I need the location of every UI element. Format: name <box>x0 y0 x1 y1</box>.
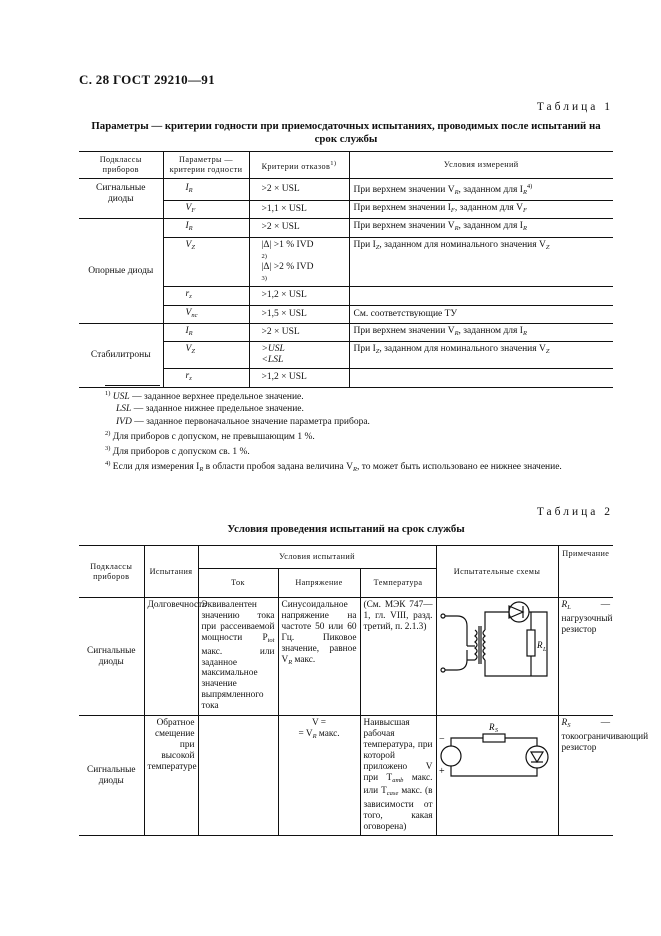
table2-col-voltage: Напряжение <box>278 569 360 598</box>
table-row <box>79 323 613 341</box>
footnote: $^{4)}$ Если для измерения $I_R$ в области пробоя задана величина $V_R$, то может быть использовано ее нижнее значение. <box>105 460 562 474</box>
table1-header-row <box>79 152 613 179</box>
subclass-cell: Сигнальные диоды <box>79 179 163 219</box>
param-cell: $V_Z$ <box>163 342 249 369</box>
temperature-cell: Наивысшая рабочая температура, при которой приложено V при $T_{amb}$ макс. или $T_{case}$ макс. (в зависимости от того, какая оговорена) <box>360 716 436 836</box>
condition-cell: При $I_Z$, заданном для номинального значения $V_Z$ <box>349 342 613 369</box>
scheme-plus: + <box>438 766 445 777</box>
condition-cell: При верхнем значении $I_F$, заданном для $V_F$ <box>349 201 613 219</box>
scheme-cell <box>436 598 558 716</box>
criteria-line: >USL <box>261 344 285 355</box>
table-row <box>79 598 613 716</box>
current-cell <box>198 716 278 836</box>
table2-col-schemes: Испытательные схемы <box>436 546 558 598</box>
criteria-line: |Δ| >1 % IVD 2) <box>261 239 314 260</box>
circuit-diagram-1 <box>437 598 559 686</box>
subclass-cell: Сигнальные диоды <box>79 716 144 836</box>
footnote: $^{2)}$ Для приборов с допуском, не превышающим 1 %. <box>105 429 315 442</box>
footnote: LSL — заданное нижнее предельное значение. <box>116 404 304 415</box>
table2-title: Условия проведения испытаний на срок службы <box>227 523 465 535</box>
param-cell: $V_{nc}$ <box>163 305 249 323</box>
criteria-cell: >2 × USL <box>249 323 349 341</box>
param-cell: $V_Z$ <box>163 237 249 287</box>
table2 <box>79 545 649 836</box>
table2-col-note: Примечание <box>558 546 613 598</box>
footnote: IVD — заданное первоначальное значение параметра прибора. <box>116 416 370 427</box>
table-row <box>79 219 613 237</box>
current-cell: Эквивалентен значению тока при рассеиваемой мощности $P_{tot}$ макс. или заданное максимальное значение выпрямленного тока <box>198 598 278 716</box>
circuit-diagram-2 <box>437 716 559 792</box>
table1-col-param: Параметры — критерии годности <box>163 152 249 179</box>
param-cell: $I_R$ <box>163 323 249 341</box>
param-cell: $r_z$ <box>163 369 249 387</box>
criteria-cell: >2 × USL <box>249 179 349 201</box>
table2-header-row <box>79 546 613 569</box>
note-cell: $R_L$ — нагрузочный резистор <box>558 598 613 716</box>
criteria-line: |Δ| >2 % IVD 3) <box>261 262 314 283</box>
criteria-cell: >1,1 × USL <box>249 201 349 219</box>
table1-col-subclass: Подклассы приборов <box>79 152 163 179</box>
table-row <box>79 716 613 836</box>
voltage-cell: Синусоидальное напряжение на частоте 50 или 60 Гц. Пиковое значение, равное $V_R$ макс. <box>278 598 360 716</box>
scheme-cell <box>436 716 558 836</box>
footnotes <box>79 385 613 477</box>
table2-col-conditions: Условия испытаний <box>198 546 436 569</box>
table1-title: Параметры — критерии годности при приемосдаточных испытаниях, проводимых после испытаний на срок службы <box>91 120 601 145</box>
criteria-cell: >1,5 × USL <box>249 305 349 323</box>
subclass-cell: Стабилитроны <box>79 323 163 387</box>
table2-col-temperature: Температура <box>360 569 436 598</box>
table2-caption: Таблица 2 <box>536 506 613 518</box>
test-cell: Долговечность <box>144 598 198 716</box>
scheme-label-sub: L <box>542 647 546 653</box>
table2-col-test: Испытания <box>144 546 198 598</box>
criteria-line: <LSL <box>261 355 284 366</box>
temperature-cell: (См. МЭК 747—1, гл. VIII, разд. третий, п. 2.1.3) <box>360 598 436 716</box>
param-cell: $r_z$ <box>163 287 249 305</box>
voltage-cell: V = = $V_R$ макс. <box>278 716 360 836</box>
note-cell: $R_S$ — токоограничивающий резистор <box>558 716 613 836</box>
criteria-cell <box>249 237 349 287</box>
footnote-rule <box>105 385 160 386</box>
condition-cell: При верхнем значении $V_R$, заданном для $I_R^{4)}$ <box>349 179 613 201</box>
condition-cell <box>349 287 613 305</box>
footnote-ref: 1) <box>330 159 337 167</box>
param-cell: $I_R$ <box>163 219 249 237</box>
table-row <box>79 179 613 201</box>
scheme-label: R <box>488 722 495 732</box>
table2-col-subclass: Подклассы приборов <box>79 546 144 598</box>
scheme-minus: − <box>438 734 445 745</box>
condition-cell: См. соответствующие ТУ <box>349 305 613 323</box>
table1-col-criteria <box>249 152 349 179</box>
criteria-cell: >1,2 × USL <box>249 287 349 305</box>
condition-cell: При $I_Z$, заданном для номинального значения $V_Z$ <box>349 237 613 287</box>
table1-col-conditions: Условия измерений <box>349 152 613 179</box>
criteria-cell: >1,2 × USL <box>249 369 349 387</box>
footnote: $^{3)}$ Для приборов с допуском св. 1 %. <box>105 445 250 458</box>
test-cell: Обратное смещение при высокой температуре <box>144 716 198 836</box>
criteria-cell <box>249 342 349 369</box>
table1-caption: Таблица 1 <box>536 101 613 113</box>
table1 <box>79 151 613 388</box>
subclass-cell: Сигнальные диоды <box>79 598 144 716</box>
table2-col-current: Ток <box>198 569 278 598</box>
page-header: С. 28 ГОСТ 29210—91 <box>79 72 215 87</box>
table1-col-criteria-label: Критерии отказов <box>261 161 331 171</box>
subclass-cell: Опорные диоды <box>79 219 163 323</box>
condition-cell: При верхнем значении $V_R$, заданном для $I_R$ <box>349 323 613 341</box>
criteria-cell: >2 × USL <box>249 219 349 237</box>
param-cell: $V_F$ <box>163 201 249 219</box>
param-cell: $I_R$ <box>163 179 249 201</box>
condition-cell: При верхнем значении $V_R$, заданном для $I_R$ <box>349 219 613 237</box>
scheme-label: R <box>536 640 543 650</box>
scheme-label-sub: S <box>494 728 498 734</box>
footnote: $^{1)}$ USL — заданное верхнее предельное значение. <box>105 390 304 402</box>
